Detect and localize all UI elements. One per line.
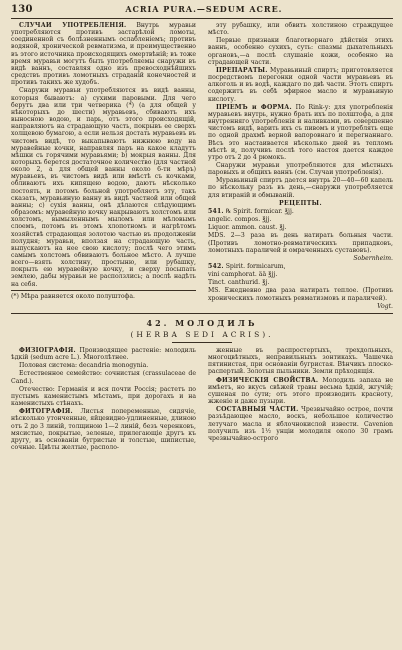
paragraph — [208, 67, 393, 103]
recipe-author-name: Sobernheim. — [353, 254, 393, 262]
paragraph — [208, 406, 393, 442]
paragraph: женные въ распростертыхъ, трехдольныхъ, многоцвѣтныхъ, неправильныхъ зонтикахъ. Чашечка пятинистая, при основаніи бугристая. Вѣнчикъ плоско-распертый. Золотыя пыльники. Земли прѣходящія. — [208, 346, 393, 376]
recipe-line — [208, 208, 393, 215]
recipe-line: angelic. compos. ℥jj. — [208, 216, 272, 224]
recipe-author — [208, 255, 393, 262]
paragraph-text: По Rink-у: для употребленія муравьевъ внутрь, нужно брать ихъ по полштофа, а для внутренняго употребленія и наливками, въ совершенно чистомъ видѣ, варить ихъ съ пивомъ и употреблять еще по одной драхмѣ верной вапоровнаго и перегнаннаго. Вѣсъ это настаивается нѣсколько дней въ тепломъ мѣстѣ и, получивъ послѣ того настоя дается каждое утро отъ 2 до 4 рюмокъ. — [208, 103, 394, 161]
left-column-bottom — [11, 347, 196, 452]
paragraph: Половая система: decandria monogynia. — [19, 362, 149, 370]
recipe-number: 542. — [208, 263, 224, 270]
recipe-line: MDS. 2—3 раза въ день натирать больныя части. (Противъ ломотно-ревматическихъ припадковъ, ломотныхъ параличей и омраченныхъ суставовъ). — [208, 232, 393, 254]
bottom-columns — [11, 347, 393, 452]
paragraph-label: ПРІЕМЪ и ФОРМА. — [216, 103, 292, 111]
paragraph: эту рубашку, или обвить холстиною страждущее мѣсто. — [208, 22, 393, 37]
paragraph: Естественное семейство: сочнистыя (crassulaceae de Cand.). — [11, 370, 196, 385]
paragraph-label: СЛУЧАИ УПОТРЕБЛЕНІЯ. — [19, 22, 127, 29]
section-divider — [11, 313, 393, 314]
running-title: ACRIA PURA.—SEDUM ACRE. — [125, 4, 283, 14]
paragraph — [208, 104, 393, 161]
paragraph-label: ФИЗИЧЕСКІЯ СВОЙСТВА. — [216, 376, 319, 384]
section-title: 42. МОЛОДИЛЬ — [146, 317, 258, 328]
recipe-text: Spirit. formicarum, — [225, 263, 286, 270]
paragraph-label: ФИТОГРАФІЯ. — [19, 408, 73, 416]
right-column-bottom — [208, 347, 393, 452]
section-latin-title: (HERBA SEDI ACRIS). — [130, 329, 274, 339]
recipe-number: 541. — [208, 207, 224, 215]
paragraph-text: Внутрь муравьи употребляются противъ застарѣлой ломоты, соединенной съ болѣзненнымъ ослабленіемъ; противъ водяной, хронической ревматизма, и преимущественно въ этого источника происходящихъ омертвѣній; въ тоже время муравьи могутъ быть употребляемы снаружи въ видѣ ваннъ, составляя одно изъ превосходнѣйшихъ средствъ противъ ломотныхъ страданій конечностей и противъ такихъ же худобъ. — [11, 22, 197, 87]
page-number: 130 — [11, 4, 33, 15]
section-rule — [172, 342, 232, 343]
paragraph — [208, 377, 393, 406]
footnote: (*) Мѣра равняется около полуштофа. — [11, 292, 135, 300]
left-column-top — [11, 22, 196, 311]
page-header — [11, 4, 393, 19]
paragraph-text: Чрезвычайно острое, почти разъѣдающее масло, воскъ, небольшое количество летучаго масла и яблочнокислой извести. Cavenion получилъ изъ 1½ унціи молодиля около 30 грамъ чрезвычайно-острого — [208, 406, 393, 442]
paragraph — [11, 22, 196, 86]
recipe — [208, 263, 393, 310]
recipe-line: MS. Ежедневно два раза натирать теплое. (Противъ хроническихъ ломотныхъ ревматизмовъ и параличей). — [208, 287, 393, 302]
paragraph: Муравьиный спиртъ дается внутрь 20—40—60 капель по нѣскольку разъ въ день,—снаружи употребляется для втираній и обмываній. — [208, 177, 393, 199]
recipe-line: Tinct. canthurid. ℥j. — [208, 279, 270, 287]
recipe-text: ℞ Spirit. formicar. ℥jj. — [225, 207, 294, 215]
paragraph-label: СОСТАВНЫЯ ЧАСТИ. — [216, 406, 299, 414]
paragraph-text: Листья попеременные, сидячіе, нѣсколько утонченные, яйцевидно-удлиненные, длиною отъ 2 до 3 линій, толщиною 1—2 линій, безъ черенковъ, мясистые, покрытые, зеленые, прилегающіе другъ къ другу, въ основаніи бугристые и толстые, шипистые, сочные. Цвѣты желтые, располо- — [11, 408, 196, 451]
recipe-author — [208, 303, 393, 310]
paragraph-label: ПРЕПАРАТЫ. — [216, 66, 268, 74]
paragraph: Первые признаки благотворнаго дѣйствія этихъ ваннъ, особенно сухихъ, суть: спазмы дыхательныхъ органовъ,—а послѣ слушаніе кожи, особенно на страдающей части. — [208, 37, 393, 66]
paragraph-label: ФИЗІОГРАФІЯ. — [19, 346, 76, 354]
recipe-line: Liquor. ammon. caust. ℥j. — [208, 224, 287, 232]
recipe-author-name: Vogt. — [377, 302, 393, 310]
recipe-line — [208, 263, 393, 270]
footnote-rule — [11, 290, 196, 291]
paragraph — [11, 347, 196, 361]
recipes-heading: РЕЦЕПТЫ. — [279, 199, 322, 207]
paragraph: Снаружи муравьи употребляются въ видѣ ванны, которыя бываютъ: а) сухими паровыми. Для чего берутъ два или три четверика (*) (а для общей у нѣкоторыхъ до шести) муравьевъ, сбиваютъ ихъ выносною водою, и парь, отъ этого происходящій, направляютъ на страдающую часть, покрывъ ее сверхъ холщевою бумагою, а если нельзя достать муравьевъ въ чистомъ видѣ, то выкапываютъ нижнюю воду на муравейные кочки, направляя паръ на какое кладутъ мѣшки съ горячими муравьями; b) мокрыя ванны. Для которыхъ берется достаточное количество (для частной около 2, а для общей ванны около 6-ти мѣръ) муравьевъ, въ чистомъ видѣ или вмѣстѣ съ кочками, обливаютъ ихъ кипящею водою, даютъ нѣсколько постоять, и потомъ больной употребляетъ эту, такъ сказать, муравьиную ванну въ видѣ частной или общей ванны; c) сухія ванны, онѣ дѣлаются слѣдующимъ образомъ: муравейную кочку накрываютъ холстомъ или холстомъ, вымыленнымъ мыломъ или мѣловымъ слоемъ, потомъ въ этомъ хлопотномъ и нагрѣтомъ хозяйствѣ страдающая золотою частью въ продолженіи полудня; муравьи, вползая на страдающую часть, выпускаютъ на нее свою кислоту; послѣ чего этимъ самымъ холстомъ обвиваютъ больное мѣсто. А лучше всего—взять холстину, простыню, или рубашку, покрыть ею муравейную кочку, и сверху посыпать землею, дабы муравьи не расползлись; а послѣ надѣть на себя. — [11, 87, 196, 288]
paragraph: Снаружи муравьи употребляются для мѣстныхъ паровыхъ и общихъ ваннъ (см. Случаи употребленія). — [208, 161, 393, 177]
paragraph — [11, 408, 196, 451]
paragraph-text: Молодиль запаха не имѣетъ, но вкусъ свѣжей травы весьма ѣдкій, жгучій; сушеная по сути; отъ этого производить красноту, жженіе и даже пузыри. — [208, 376, 394, 406]
recipe — [208, 208, 393, 262]
paragraph-text: Муравьиный спиртъ; приготовляется посредствомъ перегонки одной части муравьевъ въ алкоголь и въ водѣ, каждаго по двѣ части. Этотъ спиртъ содержитъ въ себѣ эфирное масло и муравьиную кислоту. — [208, 66, 393, 103]
right-column-top — [208, 22, 393, 311]
paragraph-text: Производящее растеніе: молодиль ѣдкій (sedum acre L.). Многолѣтнее. — [11, 346, 197, 362]
recipe-line: vini camphorat. ää ℥jj. — [208, 271, 278, 279]
paragraph: Отечество: Германія и вся почти Россія; растетъ по пустымъ каменистымъ мѣстамъ, при дорогахъ и на каменистыхъ стѣнахъ. — [11, 385, 196, 408]
top-columns — [11, 22, 393, 311]
